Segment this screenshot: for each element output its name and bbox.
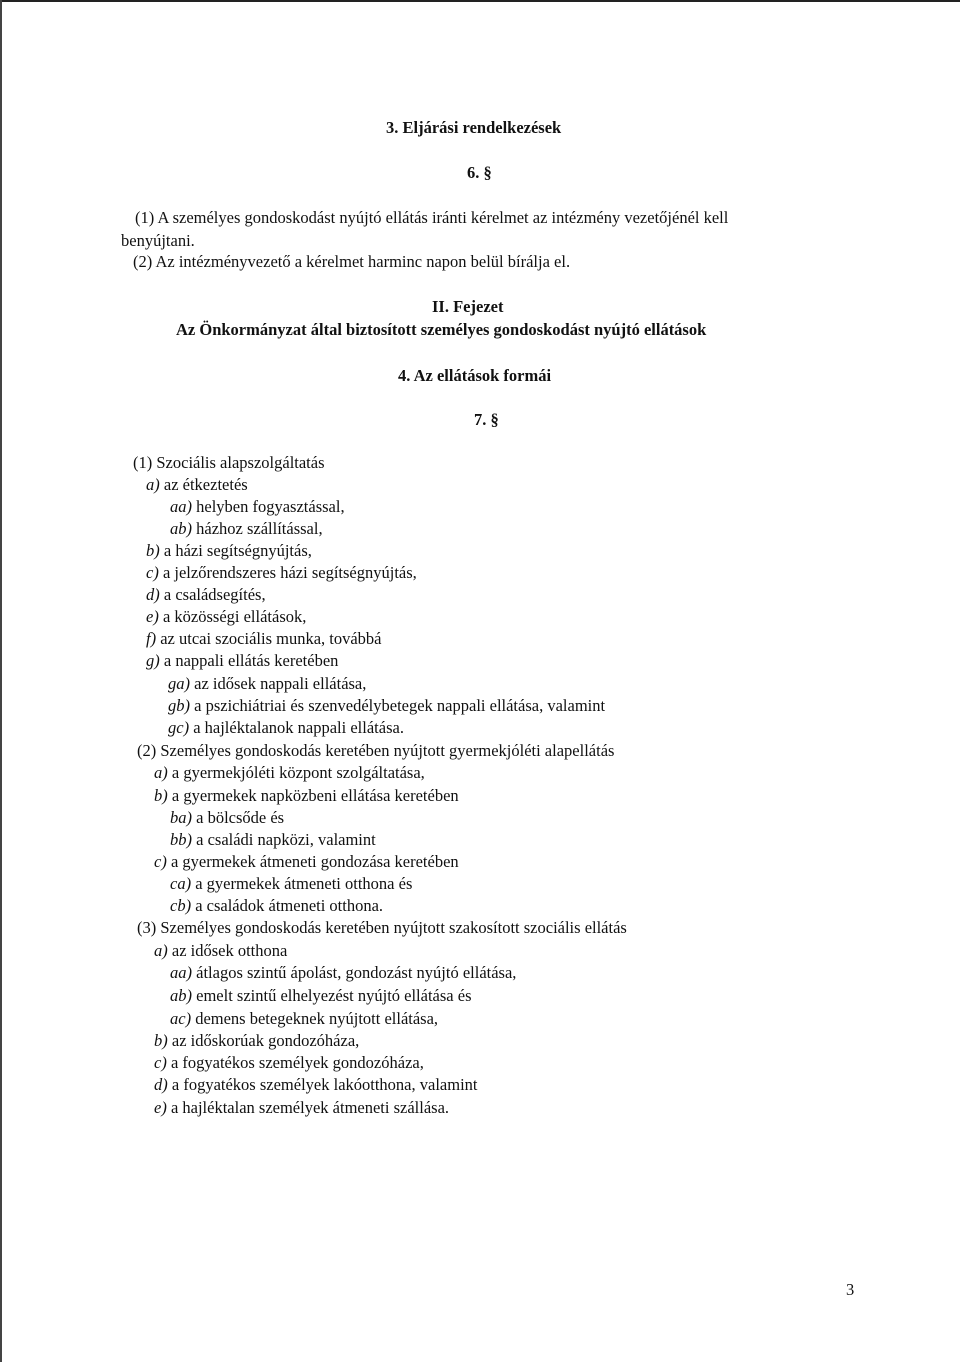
list-item: c) a gyermekek átmeneti gondozása keretében [154,852,459,871]
list-item: ab) emelt szintű elhelyezést nyújtó ellátása és [170,986,472,1005]
list-item: b) az időskorúak gondozóháza, [154,1031,360,1050]
list-item: ca) a gyermekek átmeneti otthona és [170,874,413,893]
list-item: g) a nappali ellátás keretében [146,651,339,670]
page-number: 3 [846,1280,855,1299]
list-item: bb) a családi napközi, valamint [170,830,376,849]
chapter-heading: II. Fejezet [432,297,504,316]
list-item: (1) Szociális alapszolgáltatás [133,453,325,472]
list-item: cb) a családok átmeneti otthona. [170,896,384,915]
section-4-heading: 4. Az ellátások formái [398,366,552,385]
section-heading: 3. Eljárási rendelkezések [386,118,562,137]
scan-edge-top [0,0,960,2]
list-item: f) az utcai szociális munka, továbbá [146,629,382,648]
list-item: d) a családsegítés, [146,585,266,604]
list-item: e) a közösségi ellátások, [146,607,307,626]
chapter-title: Az Önkormányzat által biztosított személyes gondoskodást nyújtó ellátások [176,320,707,339]
list-item: aa) helyben fogyasztással, [170,497,345,516]
list-item: e) a hajléktalan személyek átmeneti szállása. [154,1098,450,1117]
list-item: ba) a bölcsőde és [170,808,285,827]
list-item: c) a jelzőrendszeres házi segítségnyújtás, [146,563,417,582]
list-item: a) a gyermekjóléti központ szolgáltatása, [154,763,425,782]
paragraph-6-heading: 6. § [467,163,492,182]
list-item: ac) demens betegeknek nyújtott ellátása, [170,1009,439,1028]
scan-edge-left [0,0,2,1362]
list-item: aa) átlagos szintű ápolást, gondozást nyújtó ellátása, [170,963,517,982]
list-item: gb) a pszichiátriai és szenvedélybetegek nappali ellátása, valamint [168,696,606,715]
paragraph-7-heading: 7. § [474,410,499,429]
list-item: ga) az idősek nappali ellátása, [168,674,367,693]
list-item: ab) házhoz szállítással, [170,519,323,538]
list-item: (3) Személyes gondoskodás keretében nyújtott szakosított szociális ellátás [137,918,627,937]
list-item: gc) a hajléktalanok nappali ellátása. [168,718,404,737]
list-item: b) a házi segítségnyújtás, [146,541,312,560]
list-item: (2) Személyes gondoskodás keretében nyújtott gyermekjóléti alapellátás [137,741,615,760]
list-item: d) a fogyatékos személyek lakóotthona, valamint [154,1075,478,1094]
list-item: a) az étkeztetés [146,475,248,494]
list-item: a) az idősek otthona [154,941,288,960]
para6-line-3: (2) Az intézményvezető a kérelmet harminc napon belül bírálja el. [133,252,571,271]
list-item: b) a gyermekek napközbeni ellátása keretében [154,786,459,805]
list-item: c) a fogyatékos személyek gondozóháza, [154,1053,424,1072]
para6-line-1: (1) A személyes gondoskodást nyújtó ellátás iránti kérelmet az intézmény vezetőjénél kell [135,208,729,227]
para6-line-2: benyújtani. [121,231,195,250]
